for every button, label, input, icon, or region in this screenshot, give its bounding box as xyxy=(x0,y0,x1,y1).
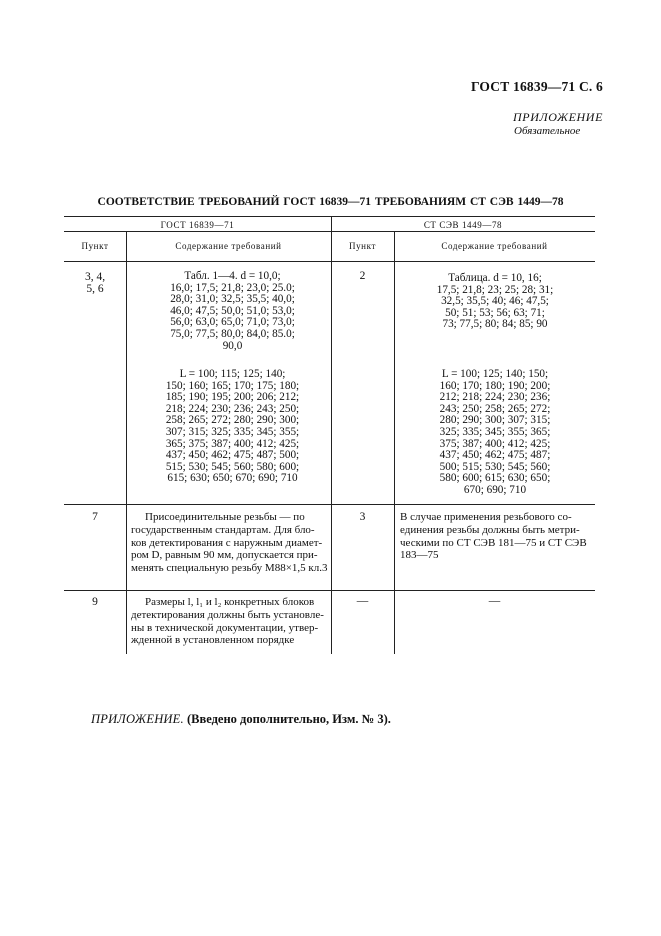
row1-sev-d-line: Таблица. d = 10, 16; xyxy=(448,272,542,284)
col-divider-sev-item xyxy=(394,232,395,654)
row2-sev-line: ческими по СТ СЭВ 181—75 и СТ СЭВ xyxy=(400,536,587,549)
row3-gost-line: Размеры l, l₁ и l₂ конкретных блоков xyxy=(145,596,315,608)
row1-sev-item: 2 xyxy=(359,270,366,282)
group-header-gost: ГОСТ 16839—71 xyxy=(160,220,235,230)
row2-gost-content xyxy=(131,511,329,575)
footer-note xyxy=(91,712,391,727)
col-header-gost-item: Пункт xyxy=(81,241,109,251)
col-divider-gost-item xyxy=(126,232,127,654)
row1-gost-l-line: 515; 530; 545; 560; 580; 600; xyxy=(165,460,300,473)
row1-sev-l-line: 280; 290; 300; 307; 315; xyxy=(439,414,551,427)
row1-sev-l-line: 375; 387; 400; 412; 425; xyxy=(439,437,551,450)
row2-gost-line: государственным стандартам. Для бло- xyxy=(131,523,315,536)
row1-sev-d-line: 17,5; 21,8; 23; 25; 28; 31; xyxy=(436,283,554,296)
row3-sev-item: — xyxy=(356,595,369,607)
row3-gost-line: жденной в установленном порядке xyxy=(131,634,295,647)
row1-gost-l-line: 365; 375; 387; 400; 412; 425; xyxy=(165,437,300,450)
row2-sev-content xyxy=(400,511,592,562)
row1-sev-l-line: 325; 335; 345; 355; 365; xyxy=(439,425,551,438)
row2-gost-line: ром D, равным 90 мм, допускается при- xyxy=(131,549,318,562)
table-title: СООТВЕТСТВИЕ ТРЕБОВАНИЙ ГОСТ 16839—71 ТРЕБОВАНИЯМ СТ СЭВ 1449—78 xyxy=(97,196,564,208)
col-header-sev-content: Содержание требований xyxy=(441,241,548,251)
row1-sev-d-line: 50; 51; 53; 56; 63; 71; xyxy=(445,306,545,319)
row1-gost-item-line: 5, 6 xyxy=(86,283,104,296)
row3-gost-content xyxy=(131,596,329,647)
row1-sev-l-values xyxy=(410,369,580,497)
row3-gost-line: детектирования должны быть установле- xyxy=(131,608,324,621)
row1-gost-d-line: 75,0; 77,5; 80,0; 84,0; 85.0; xyxy=(170,327,295,340)
row1-sev-d-values xyxy=(410,273,580,331)
row1-gost-d-values xyxy=(150,271,315,352)
column-header-rule xyxy=(64,261,595,262)
footer-text: (Введено дополнительно, Изм. № 3). xyxy=(186,712,391,726)
row1-sev-l-line: 670; 690; 710 xyxy=(463,483,527,496)
row3-sev-content: — xyxy=(488,595,501,607)
row2-sev-line: единения резьбы должны быть метри- xyxy=(400,523,580,536)
row-rule-1 xyxy=(64,504,595,505)
mandatory-label: Обязательное xyxy=(514,125,581,137)
row1-gost-d-line: 56,0; 63,0; 65,0; 71,0; 73,0; xyxy=(170,316,295,329)
row1-gost-d-line: 46,0; 47,5; 50,0; 51,0; 53,0; xyxy=(170,304,295,317)
row1-gost-l-line: L = 100; 115; 125; 140; xyxy=(179,368,286,380)
row2-sev-item: 3 xyxy=(359,511,366,523)
row1-sev-l-line: 212; 218; 224; 230; 236; xyxy=(439,391,551,404)
row1-sev-d-line: 73; 77,5; 80; 84; 85; 90 xyxy=(442,318,548,331)
row1-gost-l-line: 150; 160; 165; 170; 175; 180; xyxy=(165,379,300,392)
row1-gost-l-line: 437; 450; 462; 475; 487; 500; xyxy=(165,449,300,462)
row1-sev-l-line: L = 100; 125; 140; 150; xyxy=(441,368,549,380)
row1-gost-d-line: 28,0; 31,0; 32,5; 35,5; 40,0; xyxy=(170,293,295,306)
row1-gost-l-line: 218; 224; 230; 236; 243; 250; xyxy=(165,402,300,415)
col-header-sev-item: Пункт xyxy=(348,241,376,251)
row1-gost-d-line: 16,0; 17,5; 21,8; 23,0; 25.0; xyxy=(170,281,295,294)
row2-gost-item: 7 xyxy=(92,511,98,523)
row3-gost-line: ны в технической документации, утвер- xyxy=(131,621,319,634)
row1-sev-l-line: 243; 250; 258; 265; 272; xyxy=(439,402,551,415)
group-header-sev: СТ СЭВ 1449—78 xyxy=(423,220,503,230)
row-rule-2 xyxy=(64,590,595,591)
row2-gost-line: менять специальную резьбу М88×1,5 кл.3 xyxy=(131,562,328,575)
table-top-rule xyxy=(64,216,595,217)
row3-gost-item: 9 xyxy=(92,596,98,608)
row1-sev-l-line: 160; 170; 180; 190; 200; xyxy=(439,379,551,392)
appendix-label: ПРИЛОЖЕНИЕ xyxy=(513,110,603,124)
row2-gost-line: Присоединительные резьбы — по xyxy=(145,511,305,523)
row2-sev-line: 183—75 xyxy=(400,549,439,562)
page-header: ГОСТ 16839—71 С. 6 xyxy=(470,79,603,94)
row1-gost-d-line: Табл. 1—4. d = 10,0; xyxy=(184,270,281,282)
row1-gost-l-line: 307; 315; 325; 335; 345; 355; xyxy=(165,425,300,438)
row1-gost-l-line: 258; 265; 272; 280; 290; 300; xyxy=(165,414,300,427)
row1-gost-l-line: 185; 190; 195; 200; 206; 212; xyxy=(165,391,300,404)
col-header-gost-content: Содержание требований xyxy=(175,241,282,251)
row1-sev-l-line: 580; 600; 615; 630; 650; xyxy=(439,472,551,485)
row1-sev-d-line: 32,5; 35,5; 40; 46; 47,5; xyxy=(441,295,549,308)
row2-gost-line: ков детектирования с наружным диамет- xyxy=(131,536,323,549)
row1-sev-l-line: 437; 450; 462; 475; 487; xyxy=(439,449,551,462)
row1-gost-item xyxy=(64,271,126,296)
row1-gost-item-line: 3, 4, xyxy=(84,271,106,283)
row1-gost-d-line: 90,0 xyxy=(222,339,243,352)
footer-label: ПРИЛОЖЕНИЕ. xyxy=(91,712,184,726)
row2-sev-line: В случае применения резьбового со- xyxy=(400,511,572,523)
row1-sev-l-line: 500; 515; 530; 545; 560; xyxy=(439,460,551,473)
row1-gost-l-values xyxy=(150,369,315,485)
row1-gost-l-line: 615; 630; 650; 670; 690; 710 xyxy=(167,472,298,485)
